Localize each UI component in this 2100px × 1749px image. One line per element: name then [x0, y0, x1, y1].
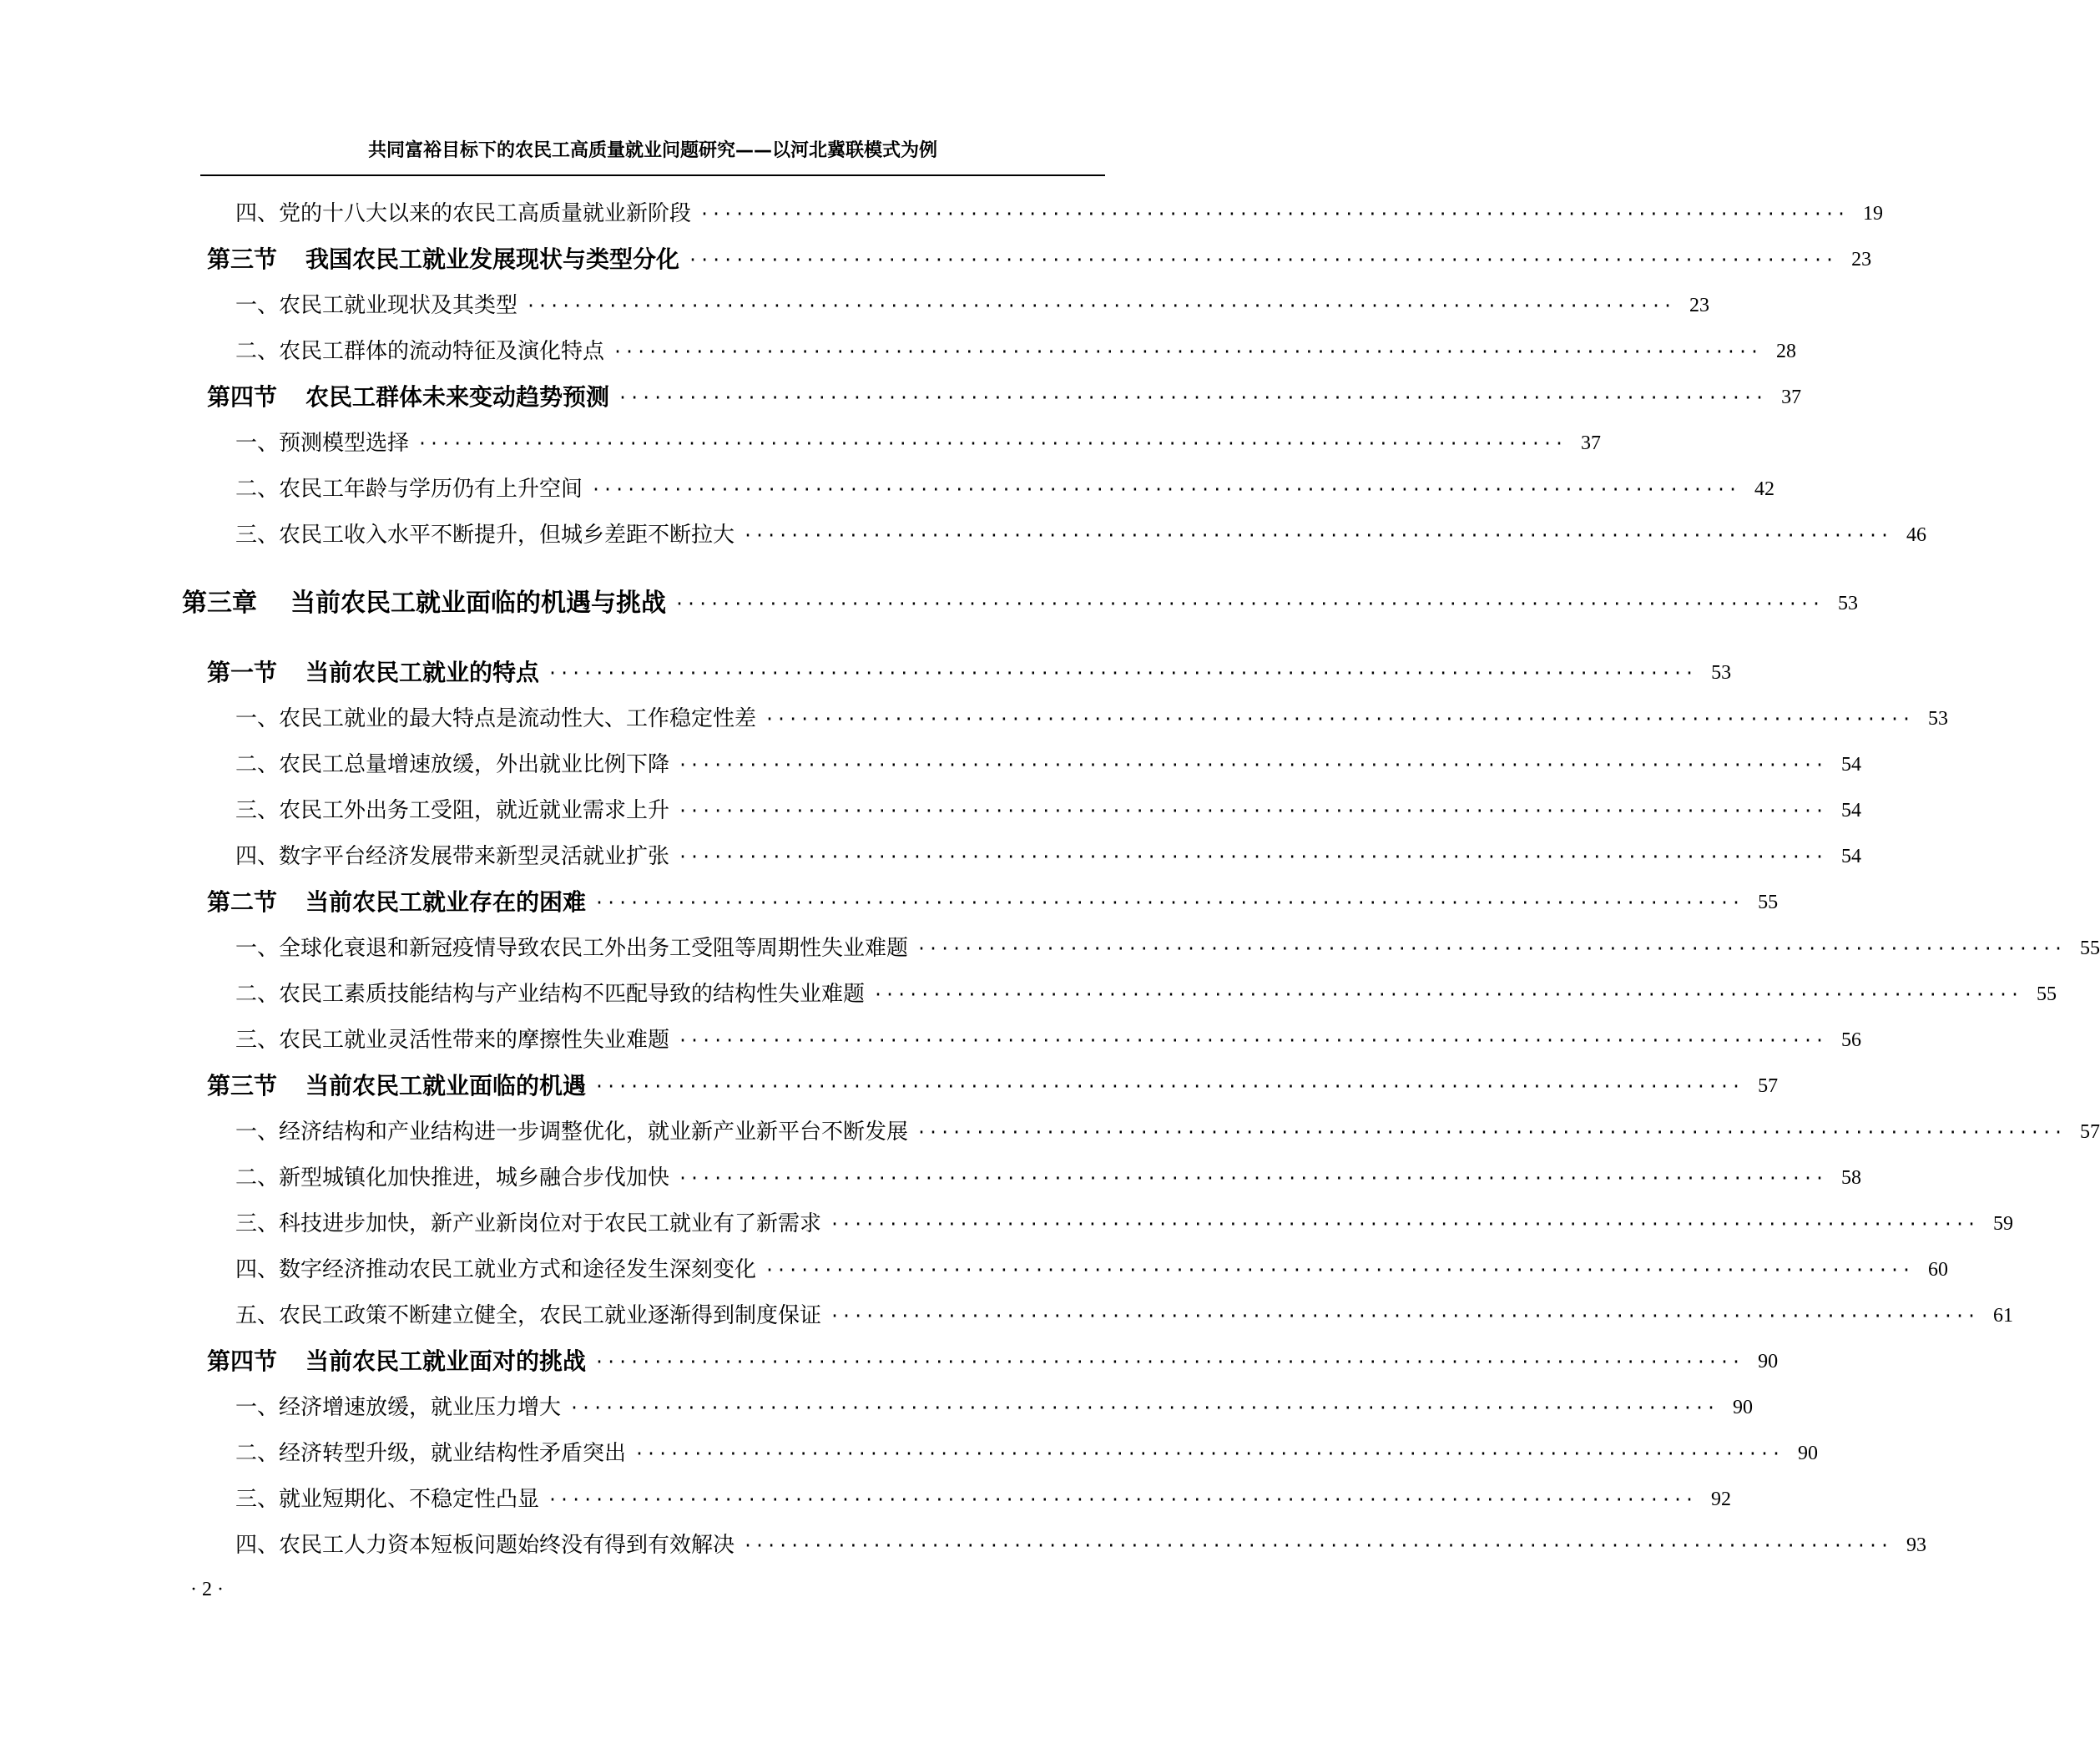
dot-leader: ··································································································	[743, 1535, 1892, 1555]
toc-entry-page: 53	[1838, 593, 1859, 614]
toc-entry-title	[182, 589, 666, 619]
toc-entry-title	[235, 474, 583, 504]
toc-entry-sub[interactable]	[235, 746, 1862, 780]
toc-entry-section[interactable]	[207, 241, 1872, 275]
toc-entry-page: 23	[1689, 295, 1710, 316]
toc-entry-sub[interactable]	[235, 1481, 1732, 1514]
toc-entry-text: 一、经济结构和产业结构进一步调整优化，就业新产业新平台不断发展	[235, 1120, 909, 1145]
toc-entry-page: 37	[1781, 387, 1802, 408]
toc-entry-title	[235, 1484, 539, 1514]
toc-entry-text: 当前农民工就业面临的机遇	[305, 1072, 587, 1099]
toc-entry-text: 三、农民工收入水平不断提升，但城乡差距不断拉大	[235, 523, 735, 548]
toc-entry-section[interactable]	[207, 1068, 1779, 1101]
toc-entry-sub[interactable]	[235, 1251, 1949, 1285]
toc-entry-number: 第四节	[207, 383, 278, 411]
dot-leader: ··································································································	[548, 663, 1697, 683]
toc-entry-page: 58	[1841, 1167, 1862, 1189]
toc-entry-title	[207, 245, 679, 275]
toc-entry-text: 当前农民工就业面临的机遇与挑战	[290, 589, 666, 618]
toc-entry-title	[207, 887, 586, 917]
toc-entry-text: 二、经济转型升级，就业结构性矛盾突出	[235, 1441, 627, 1466]
toc-entry-sub[interactable]	[235, 517, 1927, 550]
dot-leader: ··································································································	[678, 755, 1827, 775]
toc-entry-sub[interactable]	[235, 195, 1884, 229]
toc-entry-title	[235, 336, 604, 366]
toc-entry-page: 90	[1758, 1351, 1779, 1372]
toc-entry-page: 93	[1906, 1534, 1927, 1556]
toc-entry-text: 四、农民工人力资本短板问题始终没有得到有效解决	[235, 1533, 735, 1558]
toc-entry-section[interactable]	[207, 884, 1779, 917]
toc-entry-text: 当前农民工就业存在的困难	[305, 888, 587, 916]
running-header: 共同富裕目标下的农民工高质量就业问题研究——以河北冀联模式为例	[367, 140, 937, 161]
toc-entry-title	[235, 1393, 561, 1423]
page-number: · 2 ·	[190, 1579, 224, 1600]
toc-entry-sub[interactable]	[235, 700, 1949, 734]
toc-entry-page: 57	[1758, 1075, 1779, 1097]
toc-entry-page: 59	[1993, 1213, 2014, 1235]
dot-leader: ··································································································	[569, 1398, 1719, 1418]
toc-entry-section[interactable]	[207, 655, 1732, 688]
dot-leader: ··································································································	[916, 1122, 2066, 1142]
toc-entry-page: 23	[1851, 249, 1872, 270]
toc-entry-title	[235, 750, 669, 780]
toc-entry-page: 55	[1758, 892, 1779, 913]
toc-entry-number: 第四节	[207, 1347, 278, 1375]
toc-entry-text: 四、数字平台经济发展带来新型灵活就业扩张	[235, 844, 670, 869]
toc-entry-text: 二、农民工群体的流动特征及演化特点	[235, 339, 605, 364]
toc-entry-sub[interactable]	[235, 1114, 2100, 1147]
toc-entry-sub[interactable]	[235, 838, 1862, 872]
dot-leader: ··································································································	[678, 847, 1827, 867]
toc-entry-text: 农民工群体未来变动趋势预测	[305, 383, 610, 411]
toc-entry-page: 19	[1863, 203, 1884, 225]
dot-leader: ··································································································	[674, 594, 1824, 614]
dot-leader: ··································································································	[765, 1260, 1914, 1280]
dot-leader: ··································································································	[591, 479, 1740, 499]
toc-entry-title	[235, 1209, 821, 1239]
toc-entry-title	[235, 704, 756, 734]
toc-entry-sub[interactable]	[235, 1297, 2014, 1331]
toc-entry-page: 90	[1733, 1397, 1754, 1418]
toc-entry-chapter[interactable]	[182, 585, 1859, 619]
toc-entry-text: 一、经济增速放缓，就业压力增大	[235, 1395, 562, 1420]
toc-entry-page: 92	[1711, 1489, 1732, 1510]
toc-entry-text: 当前农民工就业的特点	[305, 659, 540, 686]
toc-entry-title	[235, 1301, 821, 1331]
toc-entry-sub[interactable]	[235, 333, 1797, 366]
toc-entry-sub[interactable]	[235, 1435, 1819, 1468]
toc-entry-text: 我国农民工就业发展现状与类型分化	[305, 245, 680, 273]
dot-leader: ··································································································	[526, 296, 1675, 316]
toc-entry-page: 54	[1841, 846, 1862, 867]
dot-leader: ··································································································	[618, 387, 1767, 407]
toc-entry-title	[235, 520, 734, 550]
toc-entry-sub[interactable]	[235, 1160, 1862, 1193]
toc-entry-page: 56	[1841, 1029, 1862, 1051]
toc-entry-page: 54	[1841, 754, 1862, 776]
toc-entry-page: 54	[1841, 800, 1862, 821]
toc-entry-title	[207, 1347, 586, 1377]
toc-entry-number: 第三章	[182, 589, 257, 618]
dot-leader: ··································································································	[594, 1352, 1744, 1372]
toc-entry-text: 三、科技进步加快，新产业新岗位对于农民工就业有了新需求	[235, 1211, 822, 1236]
dot-leader: ··································································································	[594, 892, 1744, 912]
dot-leader: ··································································································	[688, 250, 1837, 270]
dot-leader: ··································································································	[417, 433, 1567, 453]
toc-entry-page: 57	[2080, 1121, 2100, 1143]
toc-entry-text: 三、农民工外出务工受阻，就近就业需求上升	[235, 798, 670, 823]
dot-leader: ··································································································	[678, 801, 1827, 821]
toc-entry-text: 二、农民工年龄与学历仍有上升空间	[235, 477, 583, 502]
dot-leader: ··································································································	[678, 1030, 1827, 1050]
toc-entry-text: 三、农民工就业灵活性带来的摩擦性失业难题	[235, 1028, 670, 1053]
toc-entry-title	[235, 199, 691, 229]
toc-entry-title	[235, 933, 908, 963]
dot-leader: ··································································································	[873, 984, 2022, 1004]
toc-entry-page: 46	[1906, 524, 1927, 546]
dot-leader: ··································································································	[613, 341, 1762, 361]
toc-entry-title	[235, 1255, 756, 1285]
dot-leader: ··································································································	[699, 204, 1849, 224]
toc-entry-text: 二、农民工总量增速放缓，外出就业比例下降	[235, 752, 670, 777]
toc-entry-title	[235, 796, 669, 826]
toc-entry-text: 二、农民工素质技能结构与产业结构不匹配导致的结构性失业难题	[235, 982, 866, 1007]
toc-entry-page: 37	[1581, 432, 1602, 454]
toc-entry-sub[interactable]	[235, 976, 2057, 1009]
toc-entry-page: 61	[1993, 1305, 2014, 1327]
toc-entry-sub[interactable]	[235, 1527, 1927, 1560]
toc-entry-number: 第二节	[207, 888, 278, 916]
dot-leader: ··································································································	[743, 525, 1892, 545]
toc-entry-text: 四、党的十八大以来的农民工高质量就业新阶段	[235, 201, 692, 226]
toc-entry-title	[235, 979, 865, 1009]
toc-entry-text: 一、预测模型选择	[235, 431, 410, 456]
toc-entry-title	[235, 1530, 734, 1560]
toc-entry-sub[interactable]	[235, 1206, 2014, 1239]
toc-entry-title	[235, 291, 517, 321]
toc-entry-text: 一、农民工就业的最大特点是流动性大、工作稳定性差	[235, 706, 757, 731]
toc-entry-page: 55	[2037, 983, 2057, 1005]
toc-entry-title	[235, 1438, 626, 1468]
toc-entry-text: 四、数字经济推动农民工就业方式和途径发生深刻变化	[235, 1257, 757, 1282]
toc-entry-number: 第一节	[207, 659, 278, 686]
toc-entry-title	[235, 1117, 908, 1147]
dot-leader: ··································································································	[830, 1306, 1979, 1326]
toc-entry-sub[interactable]	[235, 930, 2100, 963]
toc-entry-page: 53	[1711, 662, 1732, 684]
toc-entry-text: 当前农民工就业面对的挑战	[305, 1347, 587, 1375]
toc-entry-number: 第三节	[207, 1072, 278, 1099]
toc-entry-page: 55	[2080, 938, 2100, 959]
toc-entry-sub[interactable]	[235, 287, 1710, 321]
toc-entry-text: 三、就业短期化、不稳定性凸显	[235, 1487, 540, 1512]
toc-entry-page: 42	[1754, 478, 1775, 500]
dot-leader: ··································································································	[765, 709, 1914, 729]
dot-leader: ··································································································	[678, 1168, 1827, 1188]
toc-entry-title	[207, 658, 539, 688]
toc-entry-sub[interactable]	[235, 792, 1862, 826]
dot-leader: ··································································································	[916, 938, 2066, 958]
toc-entry-text: 五、农民工政策不断建立健全，农民工就业逐渐得到制度保证	[235, 1303, 822, 1328]
toc-entry-sub[interactable]	[235, 425, 1602, 458]
dot-leader: ··································································································	[548, 1489, 1697, 1509]
toc-entry-text: 一、农民工就业现状及其类型	[235, 293, 518, 318]
dot-leader: ··································································································	[634, 1443, 1784, 1463]
toc-entry-page: 53	[1928, 708, 1949, 730]
toc-entry-sub[interactable]	[235, 1389, 1754, 1423]
toc-entry-page: 60	[1928, 1259, 1949, 1281]
toc-entry-title	[235, 842, 669, 872]
dot-leader: ··································································································	[830, 1214, 1979, 1234]
toc-entry-title	[207, 382, 609, 412]
dot-leader: ··································································································	[594, 1076, 1744, 1096]
toc-entry-section[interactable]	[207, 1343, 1779, 1377]
toc-entry-page: 28	[1776, 341, 1797, 362]
toc-entry-sub[interactable]	[235, 1022, 1862, 1055]
toc-entry-title	[235, 1163, 669, 1193]
toc-entry-title	[235, 1025, 669, 1055]
toc-entry-title	[235, 428, 409, 458]
toc-entry-section[interactable]	[207, 379, 1802, 412]
toc-entry-text: 二、新型城镇化加快推进，城乡融合步伐加快	[235, 1165, 670, 1190]
toc-entry-sub[interactable]	[235, 471, 1775, 504]
toc-entry-title	[207, 1071, 586, 1101]
toc-entry-text: 一、全球化衰退和新冠疫情导致农民工外出务工受阻等周期性失业难题	[235, 936, 909, 961]
toc-entry-page: 90	[1798, 1443, 1819, 1464]
toc-entry-number: 第三节	[207, 245, 278, 273]
